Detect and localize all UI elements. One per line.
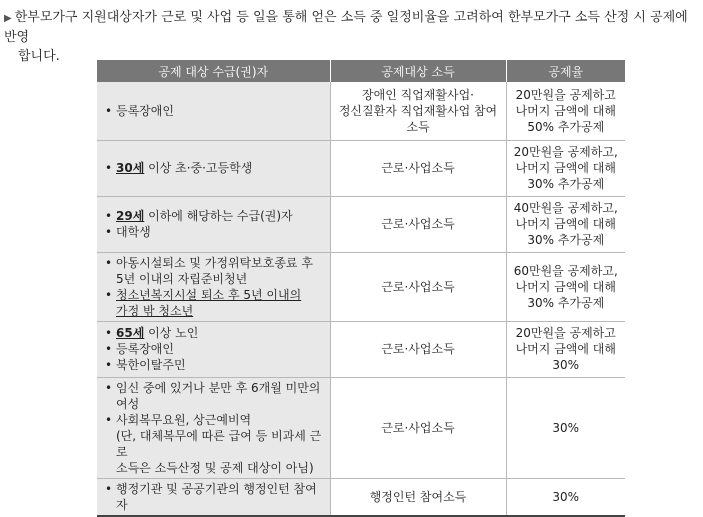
age-emphasis: 30세 bbox=[116, 161, 145, 175]
target-text: 이상 초·중·고등학생 bbox=[144, 161, 253, 175]
income-line: 근로·사업소득 bbox=[381, 217, 455, 231]
rate-line: 나머지 금액에 대해 bbox=[515, 217, 616, 231]
income-cell bbox=[330, 377, 506, 478]
target-text: 청소년복지시설 퇴소 후 5년 이내의 bbox=[116, 287, 302, 302]
rate-line: 30% 추가공제 bbox=[527, 177, 605, 191]
rate-line: 20만원을 공제하고 bbox=[515, 326, 616, 340]
intro-line-2: 합니다. bbox=[18, 49, 60, 64]
table-row bbox=[97, 321, 625, 377]
triangle-bullet-icon: ▶ bbox=[4, 13, 12, 24]
rate-cell bbox=[506, 377, 625, 478]
rate-line: 나머지 금액에 대해 bbox=[515, 279, 616, 294]
income-cell bbox=[330, 140, 506, 196]
rate-line: 40만원을 공제하고, bbox=[513, 201, 618, 215]
rate-line: 30% 추가공제 bbox=[527, 295, 605, 310]
age-emphasis: 29세 bbox=[116, 209, 145, 223]
rate-line: 30% bbox=[552, 420, 580, 435]
target-item bbox=[103, 160, 326, 176]
intro-text-1: 한부모가구 지원대상자가 근로 및 사업 등 일을 통해 얻은 소득 중 일정비율을 고려하여 한부모가구 소득 산정 시 공제에 반영 bbox=[4, 10, 688, 45]
table-row bbox=[97, 252, 625, 321]
income-line: 근로·사업소득 bbox=[381, 420, 455, 435]
target-text: 이하에 해당하는 수급(권)자 bbox=[144, 209, 293, 223]
rate-line: 나머지 금액에 대해 bbox=[515, 342, 616, 356]
target-text: 이상 노인 bbox=[144, 326, 199, 340]
header-target: 공제 대상 수급(권)자 bbox=[97, 60, 330, 82]
rate-line: 나머지 금액에 대해 bbox=[515, 103, 616, 118]
target-cell bbox=[97, 321, 330, 377]
target-cell bbox=[97, 82, 330, 140]
income-cell bbox=[330, 196, 506, 252]
income-cell bbox=[330, 321, 506, 377]
target-cell bbox=[97, 478, 330, 516]
rate-cell bbox=[506, 478, 625, 516]
intro-line-1 bbox=[4, 8, 699, 47]
income-line: 정신질환자 직업재활사업 참여 bbox=[338, 103, 498, 118]
rate-cell bbox=[506, 321, 625, 377]
target-text: 가정 밖 청소년 bbox=[116, 303, 194, 318]
target-item bbox=[103, 208, 326, 224]
income-cell bbox=[330, 478, 506, 516]
income-cell bbox=[330, 82, 506, 140]
table-row bbox=[97, 196, 625, 252]
rate-line: 30% bbox=[552, 358, 580, 372]
target-cell bbox=[97, 140, 330, 196]
table-header-row bbox=[97, 60, 625, 82]
table-row bbox=[97, 82, 625, 140]
target-item bbox=[103, 287, 326, 303]
income-line: 소득 bbox=[406, 119, 430, 134]
target-item: • 사회복무요원, 상근예비역 bbox=[103, 412, 326, 428]
rate-cell bbox=[506, 196, 625, 252]
target-item-note: 소득은 소득산정 및 공제 대상이 아님) bbox=[116, 460, 314, 475]
income-line: 근로·사업소득 bbox=[381, 161, 455, 175]
rate-line: 30% 추가공제 bbox=[527, 233, 605, 247]
rate-cell bbox=[506, 82, 625, 140]
target-item: • 대학생 bbox=[103, 224, 326, 240]
rate-line: 50% 추가공제 bbox=[527, 119, 605, 134]
income-line: 근로·사업소득 bbox=[381, 279, 455, 294]
income-line: 장애인 직업재활사업· bbox=[362, 87, 474, 102]
target-item-continued bbox=[103, 303, 326, 319]
rate-line: 60만원을 공제하고, bbox=[513, 263, 618, 278]
income-cell bbox=[330, 252, 506, 321]
target-item bbox=[103, 325, 326, 341]
target-item-continued: 5년 이내의 자립준비청년 bbox=[116, 271, 248, 286]
target-item-note: (단, 대체복무에 따른 급여 등 비과세 근로 bbox=[116, 428, 322, 459]
target-cell bbox=[97, 377, 330, 478]
target-cell bbox=[97, 252, 330, 321]
rate-line: 20만원을 공제하고, bbox=[513, 145, 618, 159]
header-rate: 공제율 bbox=[506, 60, 625, 82]
rate-line: 20만원을 공제하고 bbox=[515, 87, 616, 102]
intro-paragraph bbox=[4, 8, 699, 66]
rate-cell bbox=[506, 252, 625, 321]
deduction-table bbox=[97, 60, 625, 517]
target-cell bbox=[97, 196, 330, 252]
income-line: 근로·사업소득 bbox=[381, 342, 455, 356]
target-item: • 임신 중에 있거나 분만 후 6개월 미만의 여성 bbox=[103, 380, 326, 412]
target-item: • 등록장애인 bbox=[103, 103, 326, 119]
table-row bbox=[97, 478, 625, 516]
table-row bbox=[97, 140, 625, 196]
target-item: • 아동시설퇴소 및 가정위탁보호종료 후 bbox=[103, 255, 326, 271]
rate-line: 나머지 금액에 대해 bbox=[515, 161, 616, 175]
target-item: • 북한이탈주민 bbox=[103, 357, 326, 373]
rate-cell bbox=[506, 140, 625, 196]
rate-line: 30% bbox=[552, 489, 580, 504]
income-line: 행정인턴 참여소득 bbox=[369, 489, 467, 504]
table-row bbox=[97, 377, 625, 478]
header-income: 공제대상 소득 bbox=[330, 60, 506, 82]
age-emphasis: 65세 bbox=[116, 326, 145, 340]
target-item: • 행정기관 및 공공기관의 행정인턴 참여자 bbox=[103, 481, 326, 513]
target-item: • 등록장애인 bbox=[103, 341, 326, 357]
